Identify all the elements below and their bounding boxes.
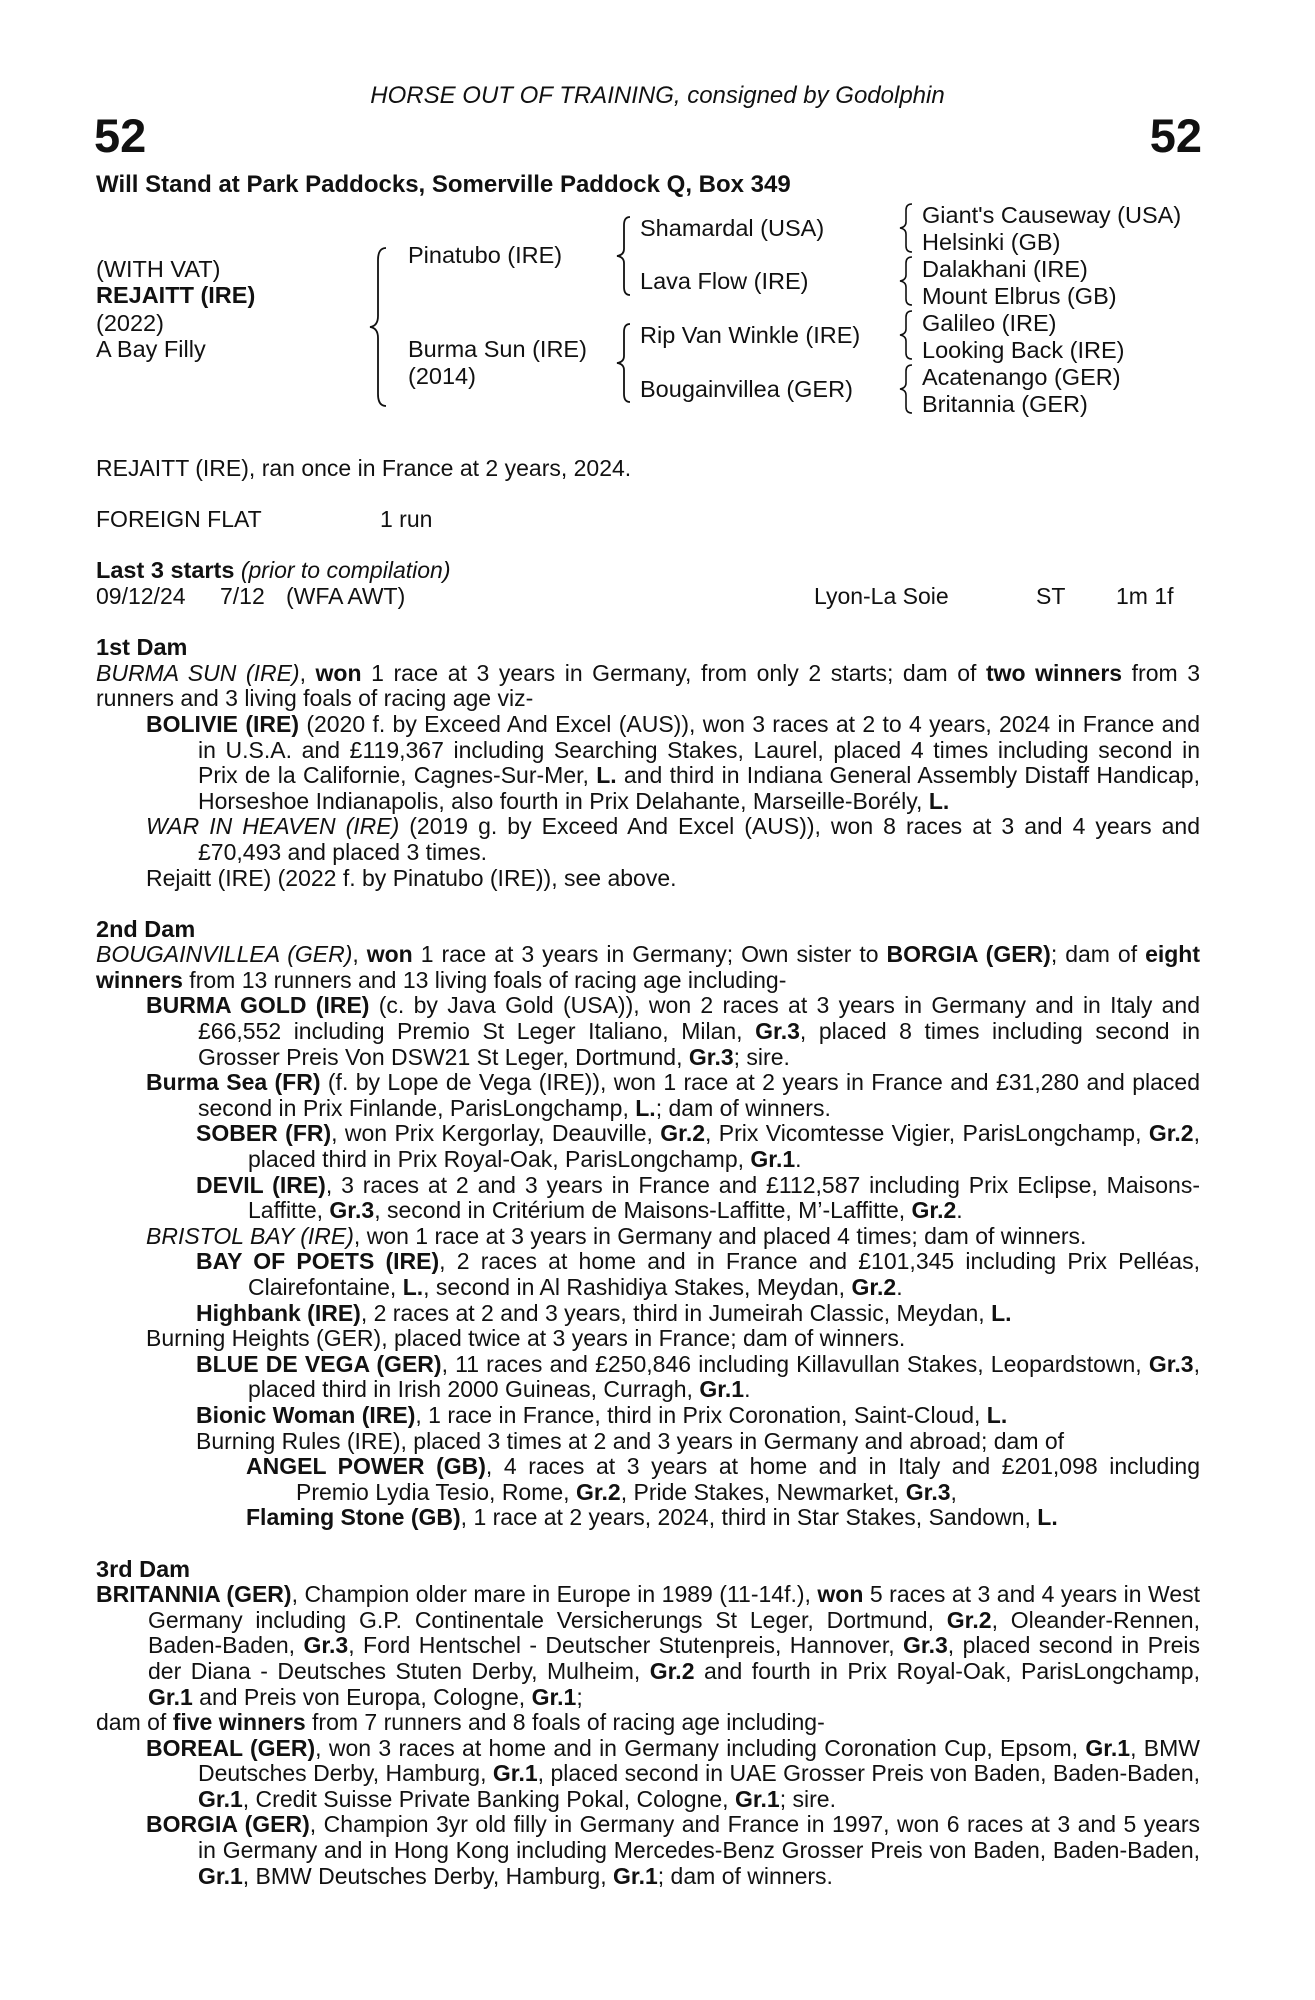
bold-text: L. <box>928 787 950 814</box>
lot-number-right: 52 <box>1149 109 1202 162</box>
bold-text: Gr.1 <box>613 1862 658 1889</box>
horse-name: REJAITT (IRE) <box>96 282 256 308</box>
dam2-grand-7 <box>96 1429 1200 1455</box>
bold-text: Gr.3 <box>905 1478 951 1505</box>
text-run: , <box>299 659 316 686</box>
dam3-dam-of <box>96 1710 1200 1736</box>
dam1-produce-3 <box>96 866 1200 892</box>
pedigree-brace-sire <box>612 215 636 297</box>
bold-text: Gr.1 <box>492 1760 538 1787</box>
text-run: Burning Heights (GER), placed twice at 3 years in France; dam of winners. <box>146 1325 906 1352</box>
lot-number-left: 52 <box>94 109 147 162</box>
catalogue-body <box>96 456 1200 1889</box>
bold-text: Gr.2 <box>851 1274 897 1300</box>
text-run: , BMW Deutsches Derby, Hamburg, <box>242 1862 614 1889</box>
text-run: 1 race at 3 years in Germany; Own sister to <box>412 941 887 968</box>
start-distance: 1m 1f <box>1116 582 1174 609</box>
bold-text: Burma Sea (FR) <box>146 1069 321 1096</box>
bold-text: Gr.3 <box>1148 1350 1194 1377</box>
bold-text: Gr.1 <box>699 1376 745 1403</box>
bold-text: Gr.2 <box>660 1120 706 1147</box>
text-run: , 4 races at 3 years at home and in Italy and £201,098 including Premio Lydia Tesio, Rome, <box>296 1453 1200 1505</box>
bold-text: Gr.1 <box>734 1785 780 1812</box>
bold-text: BLUE DE VEGA (GER) <box>196 1350 442 1377</box>
italic-text: WAR IN HEAVEN (IRE) <box>146 813 400 840</box>
text-run: , 3 races at 2 and 3 years in France and £112,587 including Prix Eclipse, Maisons-Laffitte, <box>248 1171 1200 1224</box>
gen3-1: Giant's Causeway (USA) <box>922 202 1182 228</box>
bold-text: Gr.1 <box>531 1683 577 1710</box>
bold-text: Flaming Stone (GB) <box>246 1504 461 1531</box>
bold-text: won <box>366 941 413 968</box>
gen3-2: Helsinki (GB) <box>922 229 1061 255</box>
italic-text: BRISTOL BAY (IRE) <box>146 1222 354 1249</box>
bold-text: DEVIL (IRE) <box>196 1171 326 1198</box>
bold-text: two winners <box>985 659 1123 686</box>
gen3-5: Galileo (IRE) <box>922 310 1057 336</box>
pedigree-brace-dam <box>612 322 636 404</box>
gen3-4: Mount Elbrus (GB) <box>922 283 1117 309</box>
text-run: , 1 race at 2 years, 2024, third in Star Stakes, Sandown, <box>460 1504 1038 1531</box>
gen2-1: Shamardal (USA) <box>640 215 825 241</box>
text-run: , placed third in Irish 2000 Guineas, Curragh, <box>248 1350 1200 1403</box>
text-run: from 7 runners and 8 foals of racing age including- <box>305 1709 825 1736</box>
dam3-heading: 3rd Dam <box>96 1555 191 1582</box>
text-run: , second in Critérium de Maisons-Laffitte, M’-Laffitte, <box>374 1197 912 1224</box>
bold-text: BORGIA (GER) <box>886 941 1051 968</box>
start-going: ST <box>1036 582 1066 609</box>
dam2-grand-1 <box>96 1121 1200 1172</box>
text-run: ; <box>576 1683 583 1710</box>
bold-text: BAY OF POETS (IRE) <box>196 1248 440 1275</box>
bold-text: Gr.3 <box>303 1632 349 1659</box>
text-run: , Credit Suisse Private Banking Pokal, Cologne, <box>242 1785 735 1812</box>
text-run: and third in Indiana General Assembly Distaff Handicap, Horseshoe Indianapolis, also fourth in Prix Delahante, Marseille-Borély, <box>198 762 1200 814</box>
bold-text: five winners <box>172 1709 306 1736</box>
bold-text: L. <box>635 1094 656 1121</box>
bold-text: Highbank (IRE) <box>196 1299 361 1326</box>
text-run: . <box>795 1146 802 1173</box>
dam1-produce-1 <box>96 712 1200 814</box>
text-run: , Champion older mare in Europe in 1989 (11-14f.), <box>291 1581 818 1608</box>
text-run: (2020 f. by Exceed And Excel (AUS)), won 3 races at 2 to 4 years, 2024 in France and in U.S.A. and £119,367 including Searching Stakes, Laurel, placed 4 times including second in Prix de la Californie, Cagnes-Sur-Mer, <box>198 710 1201 789</box>
vat-note: (WITH VAT) <box>96 256 221 282</box>
bold-text: eight winners <box>96 941 1201 993</box>
race-record-summary: REJAITT (IRE), ran once in France at 2 years, 2024. <box>96 455 632 481</box>
bold-text: Gr.2 <box>946 1606 992 1633</box>
bold-text: won <box>315 659 362 686</box>
pedigree-brace-g3-1 <box>894 202 918 254</box>
text-run: from 3 runners and 3 living foals of racing age viz- <box>96 659 1201 712</box>
gen2-3: Rip Van Winkle (IRE) <box>640 322 861 348</box>
text-run: , <box>950 1478 957 1505</box>
text-run: , Pride Stakes, Newmarket, <box>620 1478 906 1505</box>
bold-text: BOREAL (GER) <box>146 1734 316 1761</box>
stand-location: Will Stand at Park Paddocks, Somerville Paddock Q, Box 349 <box>96 171 791 198</box>
bold-text: Gr.1 <box>1085 1734 1131 1761</box>
gen3-7: Acatenango (GER) <box>922 364 1121 390</box>
dam2-produce-1 <box>96 993 1200 1070</box>
dam2-grand-3 <box>96 1249 1200 1300</box>
text-run: , 2 races at 2 and 3 years, third in Jumeirah Classic, Meydan, <box>360 1299 992 1326</box>
bold-text: Gr.3 <box>329 1197 375 1224</box>
bold-text: Gr.1 <box>750 1146 796 1173</box>
bold-text: SOBER (FR) <box>196 1120 332 1147</box>
text-run: , won 3 races at home and in Germany including Coronation Cup, Epsom, <box>315 1734 1086 1761</box>
bold-text: BOLIVIE (IRE) <box>146 710 299 737</box>
text-run: , Ford Hentschel - Deutscher Stutenpreis, Hannover, <box>348 1632 904 1659</box>
bold-text: Gr.1 <box>198 1862 243 1889</box>
text-run: , <box>352 941 367 968</box>
text-run: 1 race at 3 years in Germany, from only 2 starts; dam of <box>361 659 986 686</box>
catalogue-header: HORSE OUT OF TRAINING, consigned by Godolphin <box>370 82 945 109</box>
bold-text: BORGIA (GER) <box>146 1811 310 1838</box>
italic-text: BOUGAINVILLEA (GER) <box>96 941 353 968</box>
dam2-para <box>96 942 1200 993</box>
dam2-great-2 <box>96 1505 1200 1531</box>
dam-name: Burma Sun (IRE) <box>408 336 587 362</box>
text-run: ; dam of winners. <box>657 1862 833 1889</box>
text-run: . <box>956 1197 963 1224</box>
text-run: dam of <box>96 1709 173 1736</box>
text-run: , Oleander-Rennen, Baden-Baden, <box>148 1606 1200 1659</box>
pedigree-brace-g3-2 <box>894 255 918 307</box>
text-run: ; sire. <box>733 1043 790 1070</box>
text-run: , Prix Vicomtesse Vigier, ParisLongchamp, <box>705 1120 1149 1147</box>
dam-year: (2014) <box>408 363 476 389</box>
last-starts-heading <box>96 558 1200 584</box>
bold-text: Gr.2 <box>911 1197 957 1224</box>
text-run: ; dam of <box>1050 941 1146 968</box>
bold-text: Gr.2 <box>649 1657 695 1684</box>
text-run: Rejaitt (IRE) (2022 f. by Pinatubo (IRE)), see above. <box>146 864 677 891</box>
start-date: 09/12/24 <box>96 582 186 609</box>
bold-text: L. <box>991 1299 1012 1326</box>
bold-text: L. <box>1037 1504 1058 1531</box>
text-run: and fourth in Prix Royal-Oak, ParisLongchamp, <box>694 1657 1200 1684</box>
sire-name: Pinatubo (IRE) <box>408 242 563 268</box>
text-run: , won Prix Kergorlay, Deauville, <box>331 1120 661 1147</box>
text-run: (f. by Lope de Vega (IRE)), won 1 race at 2 years in France and £31,280 and placed second in Prix Finlande, ParisLongchamp, <box>198 1069 1200 1121</box>
dam2-produce-4 <box>96 1326 1200 1352</box>
bold-text: BURMA GOLD (IRE) <box>146 992 370 1019</box>
text-run: . <box>896 1274 903 1300</box>
dam2-grand-6 <box>96 1403 1200 1429</box>
dam2-heading: 2nd Dam <box>96 915 196 942</box>
text-run: . <box>744 1376 751 1403</box>
italic-text: BURMA SUN (IRE) <box>96 659 300 686</box>
gen2-2: Lava Flow (IRE) <box>640 268 809 294</box>
last-starts-title: Last 3 starts <box>96 557 235 584</box>
bold-text: Bionic Woman (IRE) <box>196 1401 416 1428</box>
bold-text: Gr.3 <box>903 1632 948 1659</box>
bold-text: Gr.1 <box>198 1785 243 1812</box>
text-run: , placed second in UAE Grosser Preis von Baden, Baden-Baden, <box>537 1760 1200 1787</box>
bold-text: L. <box>402 1274 424 1300</box>
bold-text: BRITANNIA (GER) <box>96 1581 292 1608</box>
text-run: , 11 races and £250,846 including Killavullan Stakes, Leopardstown, <box>441 1350 1149 1377</box>
dam3-produce-1 <box>96 1736 1200 1813</box>
foreign-flat-value: 1 run <box>380 506 433 533</box>
bold-text: Gr.3 <box>688 1043 734 1070</box>
text-run: , won 1 race at 3 years in Germany and placed 4 times; dam of winners. <box>353 1222 1087 1249</box>
dam3-para <box>96 1582 1200 1710</box>
bold-text: Gr.2 <box>575 1478 621 1505</box>
horse-year: (2022) <box>96 310 164 336</box>
dam1-produce-2 <box>96 814 1200 865</box>
dam2-grand-2 <box>96 1173 1200 1224</box>
bold-text: ANGEL POWER (GB) <box>246 1453 486 1480</box>
start-row <box>96 584 1200 610</box>
bold-text: Gr.1 <box>148 1683 193 1710</box>
text-run: , 2 races at home and in France and £101,345 including Prix Pelléas, Clairefontaine, <box>248 1248 1200 1300</box>
dam3-produce-2 <box>96 1812 1200 1889</box>
text-run: , placed 8 times including second in Grosser Preis Von DSW21 St Leger, Dortmund, <box>198 1018 1200 1070</box>
pedigree-brace-g3-4 <box>894 363 918 415</box>
text-run: ; sire. <box>779 1785 836 1812</box>
bold-text: Gr.3 <box>755 1018 800 1045</box>
start-course: Lyon-La Soie <box>814 582 949 609</box>
start-position: 7/12 <box>220 582 265 609</box>
gen3-3: Dalakhani (IRE) <box>922 256 1088 282</box>
text-run: (2019 g. by Exceed And Excel (AUS)), won 8 races at 3 and 4 years and £70,493 and placed 3 times. <box>198 813 1201 865</box>
text-run: , placed second in Preis der Diana - Deutsches Stuten Derby, Mulheim, <box>148 1632 1201 1684</box>
text-run: Burning Rules (IRE), placed 3 times at 2 and 3 years in Germany and abroad; dam of <box>196 1427 1065 1454</box>
dam2-great-1 <box>96 1454 1200 1505</box>
horse-description: A Bay Filly <box>96 336 206 362</box>
dam2-grand-5 <box>96 1352 1200 1403</box>
dam1-heading: 1st Dam <box>96 634 188 661</box>
text-run: , second in Al Rashidiya Stakes, Meydan, <box>423 1274 852 1300</box>
dam2-produce-3 <box>96 1224 1200 1250</box>
gen2-4: Bougainvillea (GER) <box>640 376 853 402</box>
text-run: and Preis von Europa, Cologne, <box>192 1683 532 1710</box>
bold-text: Gr.2 <box>1148 1120 1194 1147</box>
dam2-produce-2 <box>96 1070 1200 1121</box>
last-starts-note: (prior to compilation) <box>240 557 451 584</box>
text-run: (c. by Java Gold (USA)), won 2 races at 3 years in Germany and in Italy and £66,552 including Premio St Leger Italiano, Milan, <box>198 992 1200 1045</box>
bold-text: won <box>817 1581 864 1608</box>
dam1-para <box>96 661 1200 712</box>
dam2-grand-4 <box>96 1301 1200 1327</box>
text-run: , 1 race in France, third in Prix Coronation, Saint-Cloud, <box>415 1401 987 1428</box>
text-run: , Champion 3yr old filly in Germany and France in 1997, won 6 races at 3 and 5 years in Germany and in Hong Kong including Mercedes-Benz Grosser Preis von Baden, Baden-Baden, <box>198 1811 1201 1864</box>
start-race: (WFA AWT) <box>286 582 406 609</box>
bold-text: L. <box>596 762 617 789</box>
text-run: , BMW Deutsches Derby, Hamburg, <box>198 1734 1200 1787</box>
text-run: 5 races at 3 and 4 years in West Germany including G.P. Continentale Versicherungs St Leger, Dortmund, <box>148 1581 1201 1633</box>
pedigree-brace-g3-3 <box>894 309 918 361</box>
pedigree-brace-main <box>364 246 394 408</box>
text-run: , placed third in Prix Royal-Oak, ParisLongchamp, <box>248 1120 1200 1173</box>
foreign-flat-label: FOREIGN FLAT <box>96 506 262 533</box>
foreign-flat-row <box>96 507 1200 533</box>
gen3-8: Britannia (GER) <box>922 391 1088 417</box>
text-run: from 13 runners and 13 living foals of racing age including- <box>182 966 787 993</box>
gen3-6: Looking Back (IRE) <box>922 337 1125 363</box>
bold-text: L. <box>986 1401 1008 1428</box>
text-run: ; dam of winners. <box>655 1094 831 1121</box>
